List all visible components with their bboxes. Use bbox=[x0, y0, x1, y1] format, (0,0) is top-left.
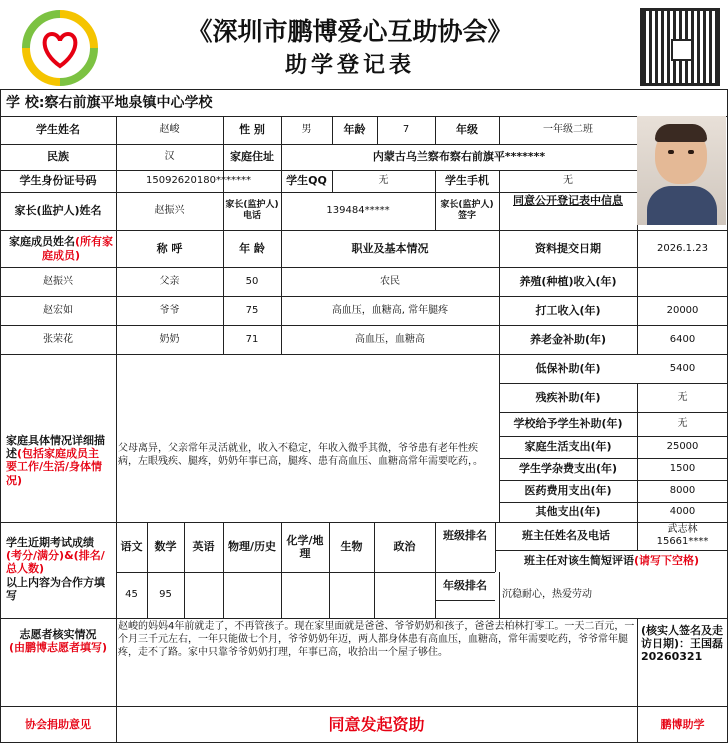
consent-text: 同意公开登记表中信息 bbox=[513, 194, 623, 208]
guardian-phone-value: 139484***** bbox=[326, 205, 390, 216]
member-age: 71 bbox=[245, 333, 259, 345]
exam-label-b: (考分/满分)&(排名/总人数) bbox=[6, 549, 105, 576]
student-name-value: 赵峻 bbox=[159, 124, 180, 135]
grid-line bbox=[116, 618, 117, 706]
member-age: 75 bbox=[245, 304, 259, 316]
ethnicity-value: 汉 bbox=[164, 151, 175, 162]
teacher-info bbox=[637, 522, 728, 550]
finance-label: 养老金补助(年) bbox=[529, 332, 607, 346]
situation-label-a: 家庭具体情况详细描述 bbox=[6, 434, 105, 461]
member-relation: 爷爷 bbox=[159, 304, 180, 316]
member-info: 高血压，血糖高 bbox=[355, 333, 425, 345]
opinion-label: 协会捐助意见 bbox=[25, 717, 91, 731]
opinion-value: 同意发起资助 bbox=[328, 714, 425, 734]
member-info: 高血压，血糖高, 常年腿疼 bbox=[331, 304, 449, 316]
member-relation: 父亲 bbox=[159, 275, 180, 287]
subject-physics-history: 物理/历史 bbox=[227, 540, 277, 554]
class-rank-label: 班级排名 bbox=[443, 529, 487, 543]
score-chinese: 45 bbox=[125, 589, 138, 600]
grade-label: 年级 bbox=[456, 123, 478, 137]
student-name-label: 学生姓名 bbox=[36, 123, 80, 137]
id-value: 15092620180******* bbox=[146, 175, 251, 186]
teacher-label: 班主任姓名及电话 bbox=[522, 529, 610, 543]
comment-label-a: 班主任对该生简短评语 bbox=[523, 554, 634, 568]
subject-chinese: 语文 bbox=[120, 540, 143, 554]
guardian-phone-label: 家长(监护人)电话 bbox=[225, 200, 279, 221]
family-header-b: (所有家庭成员) bbox=[41, 235, 114, 262]
gender-value: 男 bbox=[301, 124, 312, 135]
subject-biology: 生物 bbox=[340, 540, 363, 554]
occupation-header: 职业及基本情况 bbox=[351, 241, 429, 255]
student-photo bbox=[637, 116, 726, 225]
teacher-phone: 15661**** bbox=[656, 536, 709, 547]
finance-value: 8000 bbox=[669, 485, 696, 496]
finance-label: 学生学杂费支出(年) bbox=[518, 462, 618, 476]
phone-label: 学生手机 bbox=[445, 174, 489, 188]
member-relation: 奶奶 bbox=[159, 333, 180, 345]
submit-date-label: 资料提交日期 bbox=[535, 241, 601, 255]
comment-label-b: (请写下空格) bbox=[633, 554, 700, 568]
finance-value: 20000 bbox=[666, 304, 699, 316]
finance-value bbox=[637, 267, 728, 296]
exam-label bbox=[0, 522, 116, 618]
grid-line bbox=[0, 89, 728, 90]
situation-text: 父母离异，父亲常年灵活就业，收入不稳定，年收入微乎其微，爷爷患有老年性疾病，左眼残疾、腿疼，奶奶年事已高，腿疼、患有高血压、血糖高常年需要吃药，。 bbox=[118, 443, 483, 467]
subject-english: 英语 bbox=[192, 540, 215, 554]
submit-date-value: 2026.1.23 bbox=[657, 242, 708, 254]
finance-label: 低保补助(年) bbox=[535, 361, 601, 375]
member-name: 赵振兴 bbox=[43, 275, 73, 287]
grade-rank-label: 年级排名 bbox=[443, 579, 487, 593]
situation-label-b: (包括家庭成员主要工作/生活/身体情况) bbox=[6, 447, 103, 487]
exam-label-c: 以上内容为合作方填写 bbox=[6, 575, 105, 602]
finance-value: 5400 bbox=[669, 362, 696, 374]
guardian-sign-label: 家长(监护人)签字 bbox=[440, 200, 494, 221]
address-value: 内蒙古乌兰察布察右前旗平******* bbox=[372, 150, 546, 164]
form-subtitle: 助学登记表 bbox=[284, 52, 415, 78]
family-header bbox=[0, 230, 116, 267]
age-label: 年龄 bbox=[343, 123, 366, 137]
school-line: 学 校:察右前旗平地泉镇中心学校 bbox=[6, 95, 213, 111]
member-name: 赵宏如 bbox=[43, 304, 73, 316]
finance-label: 养殖(种植)收入(年) bbox=[519, 274, 617, 288]
form-title: 《深圳市鹏博爱心互助协会》 bbox=[187, 17, 513, 46]
brand-label: 鹏博助学 bbox=[660, 717, 705, 731]
finance-label: 医药费用支出(年) bbox=[524, 484, 612, 498]
finance-value: 25000 bbox=[666, 441, 699, 452]
member-name: 张荣花 bbox=[43, 333, 73, 345]
relation-header: 称 呼 bbox=[156, 241, 183, 255]
situation-label bbox=[0, 354, 116, 522]
grade-value: 一年级二班 bbox=[543, 124, 593, 135]
heart-logo-icon bbox=[20, 8, 100, 88]
exam-label-a: 学生近期考试成绩 bbox=[6, 536, 94, 549]
volunteer-label bbox=[0, 618, 116, 706]
id-label: 学生身份证号码 bbox=[19, 174, 97, 188]
volunteer-sign: (核实人签名及走访日期)：王国磊20260321 bbox=[641, 624, 724, 664]
qr-code bbox=[640, 8, 720, 86]
member-age: 50 bbox=[245, 275, 259, 287]
qq-label: 学生QQ bbox=[286, 174, 327, 188]
age-value: 7 bbox=[402, 124, 410, 135]
finance-label: 残疾补助(年) bbox=[535, 390, 601, 404]
score-math: 95 bbox=[159, 589, 172, 600]
phone-value: 无 bbox=[563, 175, 573, 186]
finance-label: 打工收入(年) bbox=[535, 303, 601, 317]
finance-label: 家庭生活支出(年) bbox=[524, 440, 612, 454]
guardian-value: 赵振兴 bbox=[154, 205, 185, 216]
finance-value: 无 bbox=[677, 391, 688, 403]
finance-value: 6400 bbox=[669, 333, 696, 345]
subject-math: 数学 bbox=[154, 540, 177, 554]
member-info: 农民 bbox=[380, 275, 400, 287]
address-label: 家庭住址 bbox=[230, 150, 274, 164]
finance-label: 学校给予学生补助(年) bbox=[513, 417, 623, 431]
subject-politics: 政治 bbox=[393, 540, 416, 554]
age-header: 年 龄 bbox=[239, 241, 265, 255]
guardian-label: 家长(监护人)姓名 bbox=[14, 204, 102, 218]
teacher-name: 武志林 bbox=[667, 524, 698, 535]
ethnicity-label: 民族 bbox=[47, 150, 69, 164]
finance-value: 1500 bbox=[669, 463, 696, 474]
finance-label: 其他支出(年) bbox=[535, 505, 601, 519]
volunteer-label-a: 志愿者核实情况 bbox=[19, 628, 97, 641]
comment-label bbox=[495, 550, 728, 572]
teacher-comment: 沉稳耐心，热爱劳动 bbox=[502, 589, 592, 600]
grid-line bbox=[435, 600, 495, 601]
gender-label: 性 别 bbox=[239, 123, 265, 137]
logo bbox=[20, 8, 100, 88]
volunteer-text: 赵峻的妈妈4年前就走了，不再管孩子。现在家里面就是爸爸、爷爷奶奶和孩子，爸爸去柏林打零工。一天二百元，一个月三千元左右，一年只能做七个月，爷爷奶奶年迈，两人都身体患有高血压，血糖高，常年需要吃药，爷爷常年腿疼，走不了路。家中只靠爷爷奶奶打理，年事已高，收拾出一个屋子够住。 bbox=[118, 621, 635, 658]
finance-value: 无 bbox=[677, 418, 688, 429]
subject-chemistry-geography: 化学/地理 bbox=[286, 533, 324, 560]
finance-value: 4000 bbox=[669, 506, 696, 517]
family-header-a: 家庭成员姓名 bbox=[8, 235, 75, 249]
qq-value: 无 bbox=[378, 175, 389, 186]
volunteer-label-b: (由鹏博志愿者填写) bbox=[8, 641, 108, 655]
